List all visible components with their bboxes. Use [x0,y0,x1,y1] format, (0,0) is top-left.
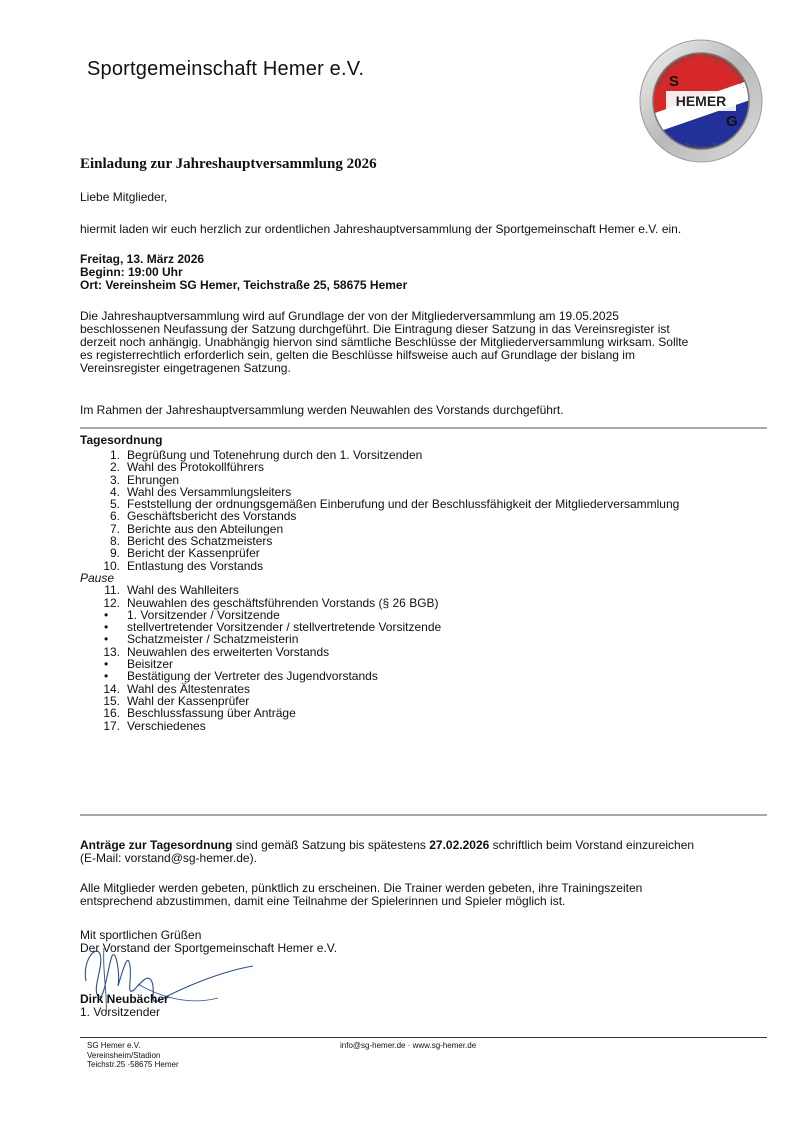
footer-rule [80,1037,767,1038]
agenda-item-label: Feststellung der ordnungsgemäßen Einberufung und der Beschlussfähigkeit der Mitgliederversammlung [127,497,680,512]
footer-contact: info@sg-hemer.de · www.sg-hemer.de [340,1041,477,1050]
agenda-number: 2. [109,460,120,475]
statute-line-1: Die Jahreshauptversammlung wird auf Grundlage der von der Mitgliederversammlung am 19.05.2025 [80,309,619,323]
logo-letter-s: S [669,73,680,90]
signer-role: 1. Vorsitzender [80,1005,161,1019]
agenda-bullet: • [104,632,109,647]
event-start: Beginn: 19:00 Uhr [80,265,183,279]
agenda-number: 8. [109,534,120,549]
agenda-item-label: Begrüßung und Totenehrung durch den 1. Vorsitzenden [127,448,423,462]
motions-label: Anträge zur Tagesordnung [80,838,233,852]
footer-line-3: Teichstr.25 ·58675 Hemer [87,1060,179,1069]
agenda-number: 12. [103,595,120,610]
agenda-bullet: • [104,657,109,672]
footer-address [87,1041,179,1070]
salutation: Liebe Mitglieder, [80,190,168,204]
agenda-number: 1. [109,448,120,462]
letter-title: Einladung zur Jahreshauptversammlung 2026 [80,156,377,172]
agenda-bullet: • [104,669,109,684]
agenda-item-label: Wahl des Protokollführers [127,460,264,475]
agenda-pause-label: Pause [80,570,115,585]
motions-text-end: schriftlich beim Vorstand einzureichen [489,838,695,852]
agenda-top-rule [80,427,767,429]
motions-text: sind gemäß Satzung bis spätestens [232,838,430,852]
agenda-list [80,449,770,732]
agenda-number: 7. [109,521,120,536]
agenda-item-label: Wahl der Kassenprüfer [127,693,250,708]
agenda-item [80,584,770,596]
agenda-item-label: Neuwahlen des erweiterten Vorstands [127,644,330,659]
agenda-item-label: Verschiedenes [127,718,206,733]
agenda-number: 15. [103,693,120,708]
agenda-item-label: Geschäftsbericht des Vorstands [127,509,297,524]
agenda-bottom-rule [80,814,767,816]
agenda-item-label: Entlastung des Vorstands [127,558,264,573]
logo-letter-g: G [726,113,738,130]
agenda-item-label: Wahl des Ältestenrates [127,681,250,696]
agenda-item-label: Beschlussfassung über Anträge [127,706,296,721]
footer-line-2: Vereinsheim/Stadion [87,1050,161,1060]
club-name: Sportgemeinschaft Hemer e.V. [87,58,365,80]
agenda-item-label: 1. Vorsitzender / Vorsitzende [127,607,280,622]
agenda-item-label: Beisitzer [127,657,174,672]
agenda-number: 11. [104,583,120,598]
agenda-item [80,510,770,522]
intro-text: hiermit laden wir euch herzlich zur ordentlichen Jahreshauptversammlung der Sportgemeinschaft Hemer e.V. ein. [80,222,682,236]
agenda-subitem [80,633,770,645]
agenda-item [80,547,770,559]
agenda-item [80,597,770,609]
logo-ring-bottom: · SG Hemer 76 · [678,140,724,152]
motions-email: (E-Mail: vorstand@sg-hemer.de). [80,851,257,865]
agenda-item-label: Wahl des Versammlungsleiters [127,484,292,499]
agenda-title: Tagesordnung [80,433,163,447]
agenda-item [80,646,770,658]
agenda-item-label: Schatzmeister / Schatzmeisterin [127,632,299,647]
signer-name: Dirk Neubächer [80,992,169,1006]
statute-line-2: beschlossenen Neufassung der Satzung durchgeführt. Die Eintragung dieser Satzung in das Vereinsregister ist [80,322,670,336]
agenda-item-label: Bericht der Kassenprüfer [127,546,260,561]
board-signoff: Der Vorstand der Sportgemeinschaft Hemer e.V. [80,941,338,955]
statute-line-5: Vereinsregister eingetragenen Satzung. [80,361,291,375]
agenda-item-label: Neuwahlen des geschäftsführenden Vorstands (§ 26 BGB) [127,595,439,610]
agenda-number: 10. [103,558,120,573]
agenda-item [80,560,770,572]
agenda-number: 9. [109,546,120,561]
agenda-number: 17. [103,718,120,733]
agenda-number: 16. [103,706,120,721]
agenda-number: 5. [109,497,120,512]
agenda-item [80,720,770,732]
agenda-number: 13. [103,644,120,659]
notice-line-1: Alle Mitglieder werden gebeten, pünktlich zu erscheinen. Die Trainer werden gebeten, ihre Trainingszeiten [80,881,643,895]
agenda-item [80,461,770,473]
agenda-subitem [80,670,770,682]
statute-line-3: derzeit noch anhängig. Unabhängig hiervon sind sämtliche Beschlüsse der Mitgliederversammlung wirksam. Sollte [80,335,689,349]
motions-deadline: 27.02.2026 [429,838,490,852]
agenda-item [80,707,770,719]
footer-line-1: SG Hemer e.V. [87,1041,141,1050]
agenda-item-label: Ehrungen [127,472,180,487]
agenda-bullet: • [104,607,109,622]
logo-hemer: HEMER [675,93,727,109]
logo-ring-top: SpVg Hemer 08 · SpVg Hemer 21 · [654,52,748,90]
agenda-number: 4. [109,484,120,499]
statute-line-4: es registerrechtlich erforderlich sein, gelten die Beschlüsse hilfsweise auch auf Grundlage der bislang im [80,348,635,362]
agenda-item-label: Berichte aus den Abteilungen [127,521,284,536]
agenda-number: 3. [109,472,120,487]
agenda-item-label: Bericht des Schatzmeisters [127,534,273,549]
agenda-item-label: Bestätigung der Vertreter des Jugendvorstands [127,669,378,684]
agenda-number: 14. [103,681,120,696]
motions-line [80,839,770,852]
agenda-bullet: • [104,620,109,635]
greeting: Mit sportlichen Grüßen [80,928,202,942]
agenda-number: 6. [109,509,120,524]
notice-line-2: entsprechend abzustimmen, damit eine Teilnahme der Spielerinnen und Spieler möglich ist. [80,894,566,908]
agenda-item-label: Wahl des Wahlleiters [127,583,239,598]
elections-note: Im Rahmen der Jahreshauptversammlung werden Neuwahlen des Vorstands durchgeführt. [80,403,564,417]
club-logo [636,38,766,168]
event-location: Ort: Vereinsheim SG Hemer, Teichstraße 25, 58675 Hemer [80,278,408,292]
event-date: Freitag, 13. März 2026 [80,252,205,266]
agenda-item-label: stellvertretender Vorsitzender / stellvertretende Vorsitzende [127,620,442,635]
